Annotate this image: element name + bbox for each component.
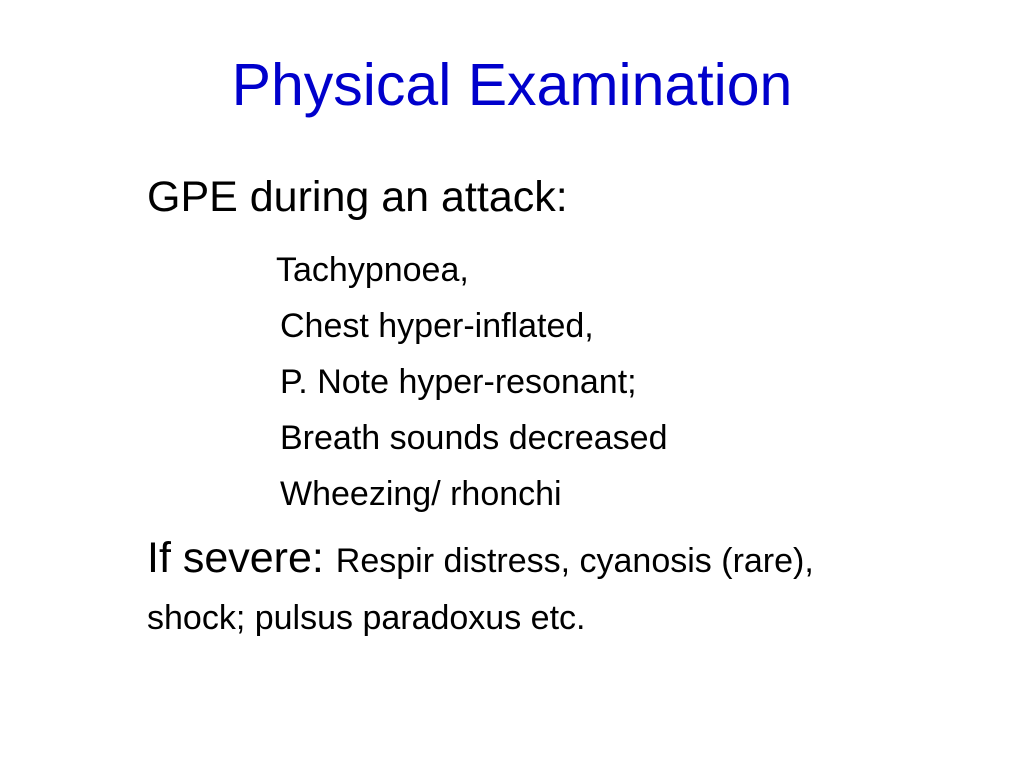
severe-detail: Respir distress, cyanosis (rare), xyxy=(335,542,814,580)
severe-line xyxy=(147,530,967,596)
finding-item: Tachypnoea, xyxy=(276,251,469,289)
slide-title: Physical Examination xyxy=(231,52,793,118)
finding-item: P. Note hyper-resonant; xyxy=(280,363,637,401)
finding-item: Breath sounds decreased xyxy=(280,419,668,457)
severe-lead: If severe: xyxy=(147,534,336,582)
findings-list xyxy=(276,242,668,522)
finding-item: Chest hyper-inflated, xyxy=(280,307,594,345)
severe-continuation: shock; pulsus paradoxus etc. xyxy=(147,599,586,637)
section-heading: GPE during an attack: xyxy=(147,173,568,221)
finding-item: Wheezing/ rhonchi xyxy=(280,475,562,513)
severe-paragraph xyxy=(147,530,967,640)
